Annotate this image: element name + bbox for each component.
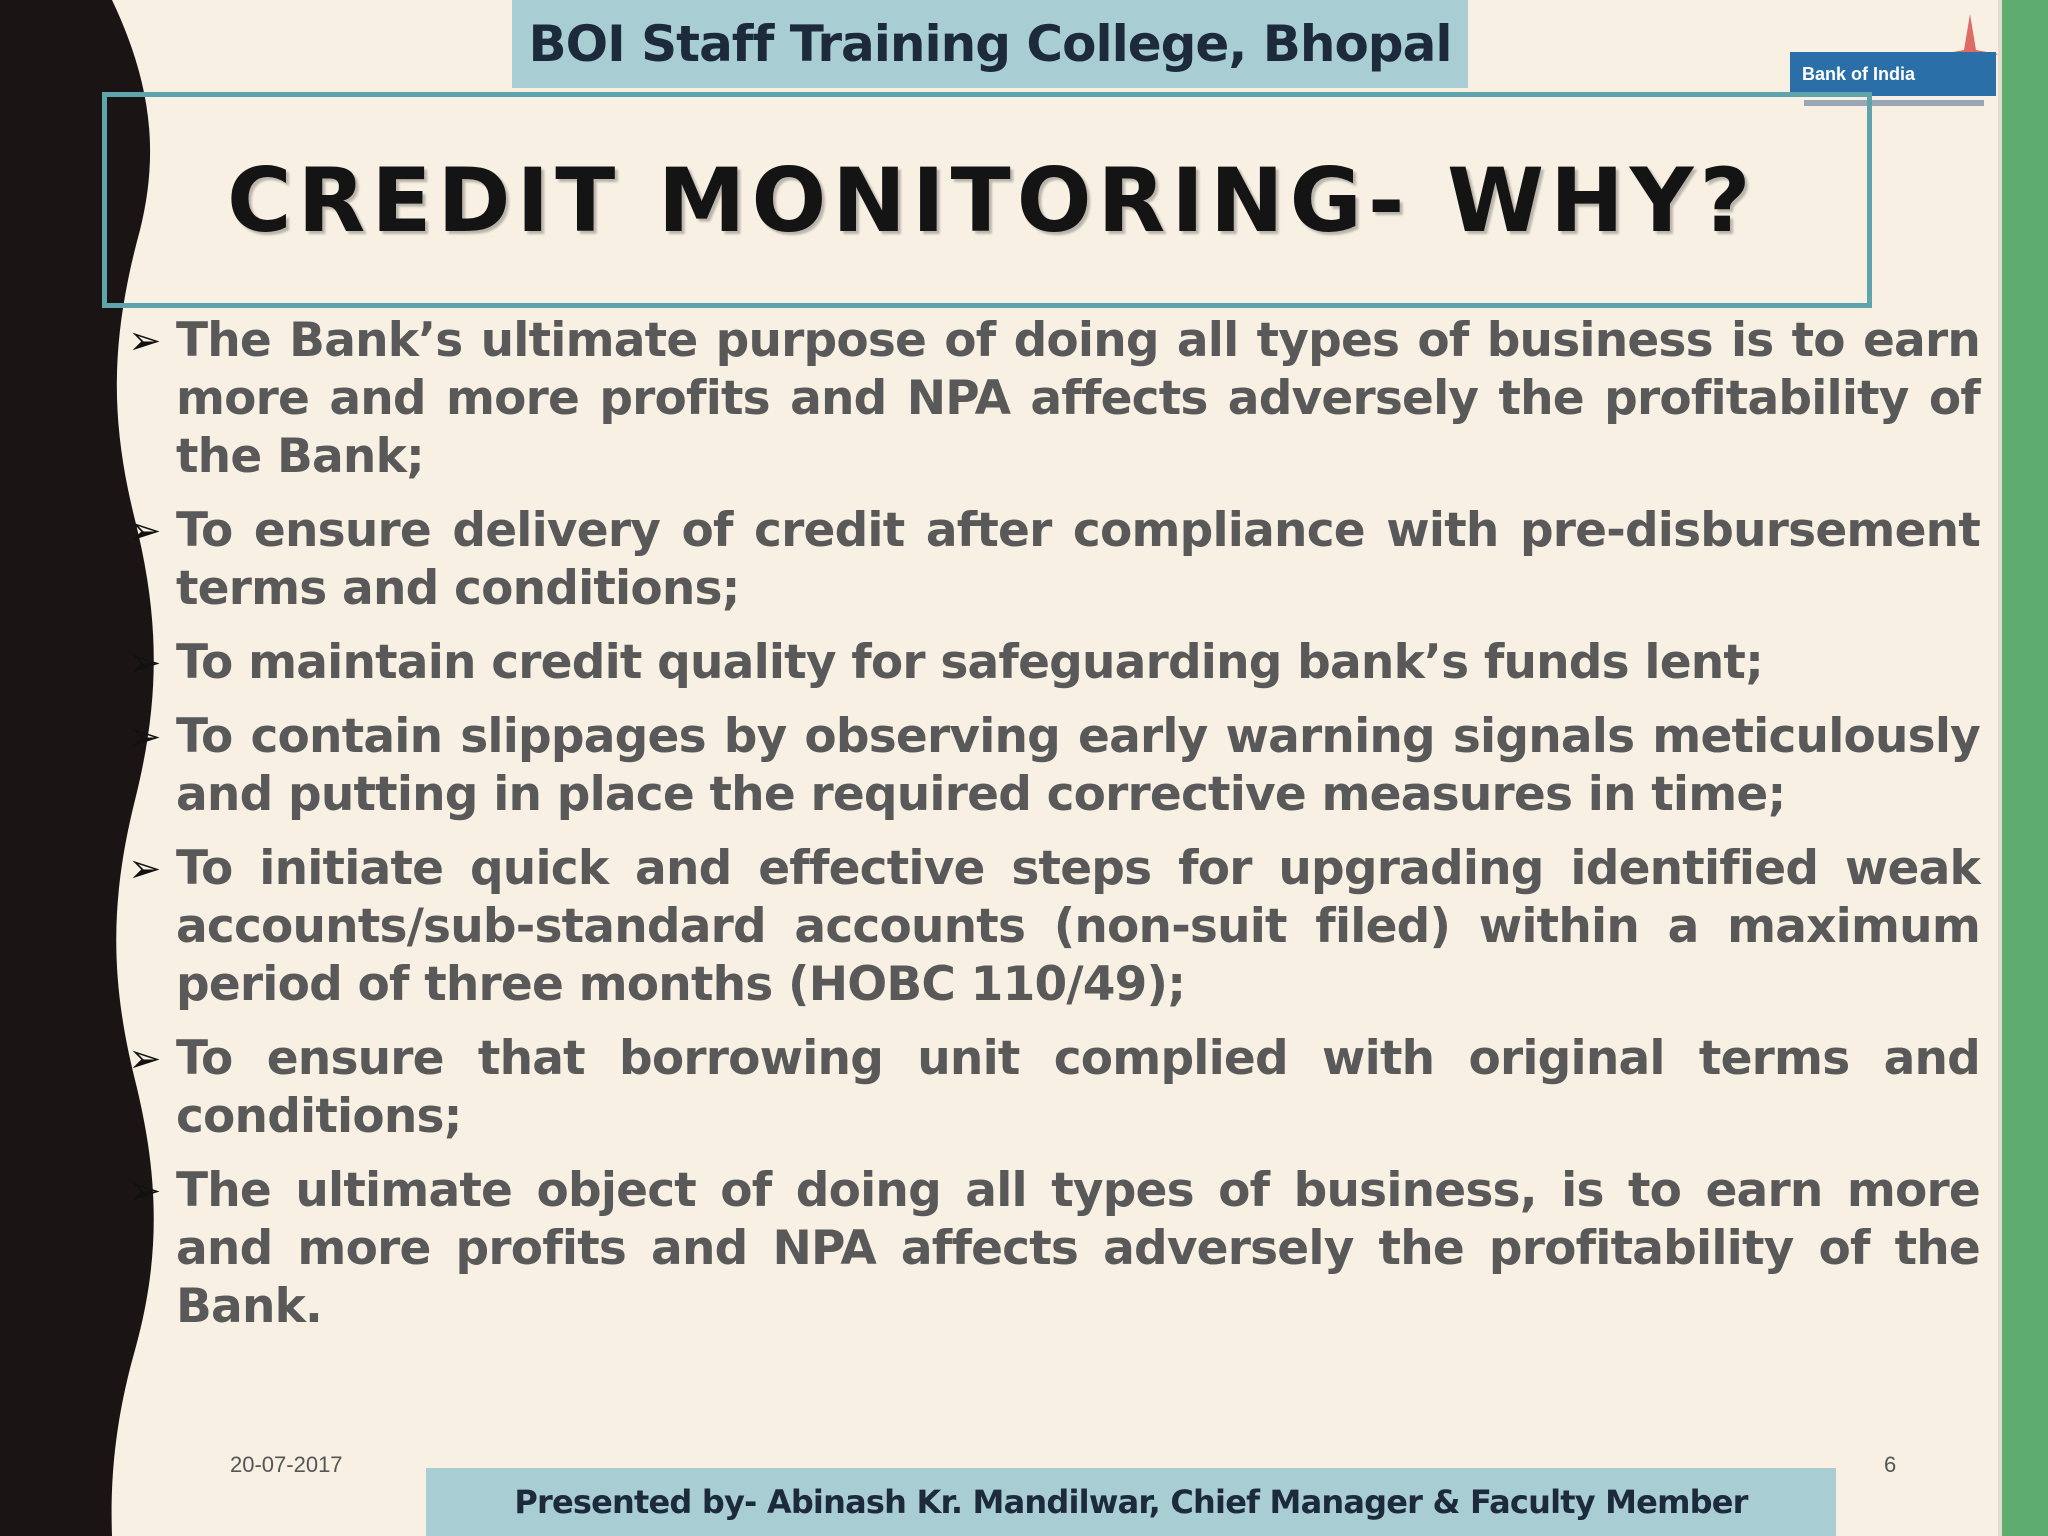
page-number: 6: [1884, 1452, 1897, 1477]
arrow-bullet-icon: ➢: [128, 318, 162, 364]
list-item: [128, 840, 1980, 1014]
bullet-text: The ultimate object of doing all types of business, is to earn more and more profits and NPA affects adversely the profitability of the Bank.: [176, 1163, 1980, 1334]
bullet-text: The Bank’s ultimate purpose of doing all types of business is to earn more and more profits and NPA affects adversely the profitability of the Bank;: [176, 313, 1980, 484]
list-item: [128, 1030, 1980, 1146]
bullet-text: To maintain credit quality for safeguarding bank’s funds lent;: [176, 635, 1764, 690]
arrow-bullet-icon: ➢: [128, 1036, 162, 1082]
header-banner: BOI Staff Training College, Bhopal: [512, 0, 1468, 88]
bullet-list: [128, 312, 1980, 1352]
list-item: [128, 1162, 1980, 1336]
list-item: [128, 634, 1980, 692]
list-item: [128, 502, 1980, 618]
arrow-bullet-icon: ➢: [128, 846, 162, 892]
right-stripe: [2002, 0, 2048, 1536]
bullet-text: To ensure that borrowing unit complied with original terms and conditions;: [176, 1031, 1980, 1144]
bullet-text: To contain slippages by observing early warning signals meticulously and putting in place the required corrective measures in time;: [176, 709, 1980, 822]
arrow-bullet-icon: ➢: [128, 714, 162, 760]
list-item: [128, 708, 1980, 824]
bullet-text: To initiate quick and effective steps for upgrading identified weak accounts/sub-standard accounts (non-suit filed) within a maximum period of three months (HOBC 110/49);: [176, 841, 1980, 1012]
slide-title: CREDIT MONITORING- WHY?: [227, 148, 1757, 252]
logo-label: Bank of India: [1790, 52, 1996, 96]
arrow-bullet-icon: ➢: [128, 1168, 162, 1214]
title-box: [102, 92, 1872, 308]
footer-date: 20-07-2017: [230, 1452, 343, 1477]
bullet-text: To ensure delivery of credit after compliance with pre-disbursement terms and conditions;: [176, 503, 1980, 616]
arrow-bullet-icon: ➢: [128, 640, 162, 686]
list-item: [128, 312, 1980, 486]
footer-presenter-banner: Presented by- Abinash Kr. Mandilwar, Chief Manager & Faculty Member: [426, 1468, 1836, 1536]
arrow-bullet-icon: ➢: [128, 508, 162, 554]
